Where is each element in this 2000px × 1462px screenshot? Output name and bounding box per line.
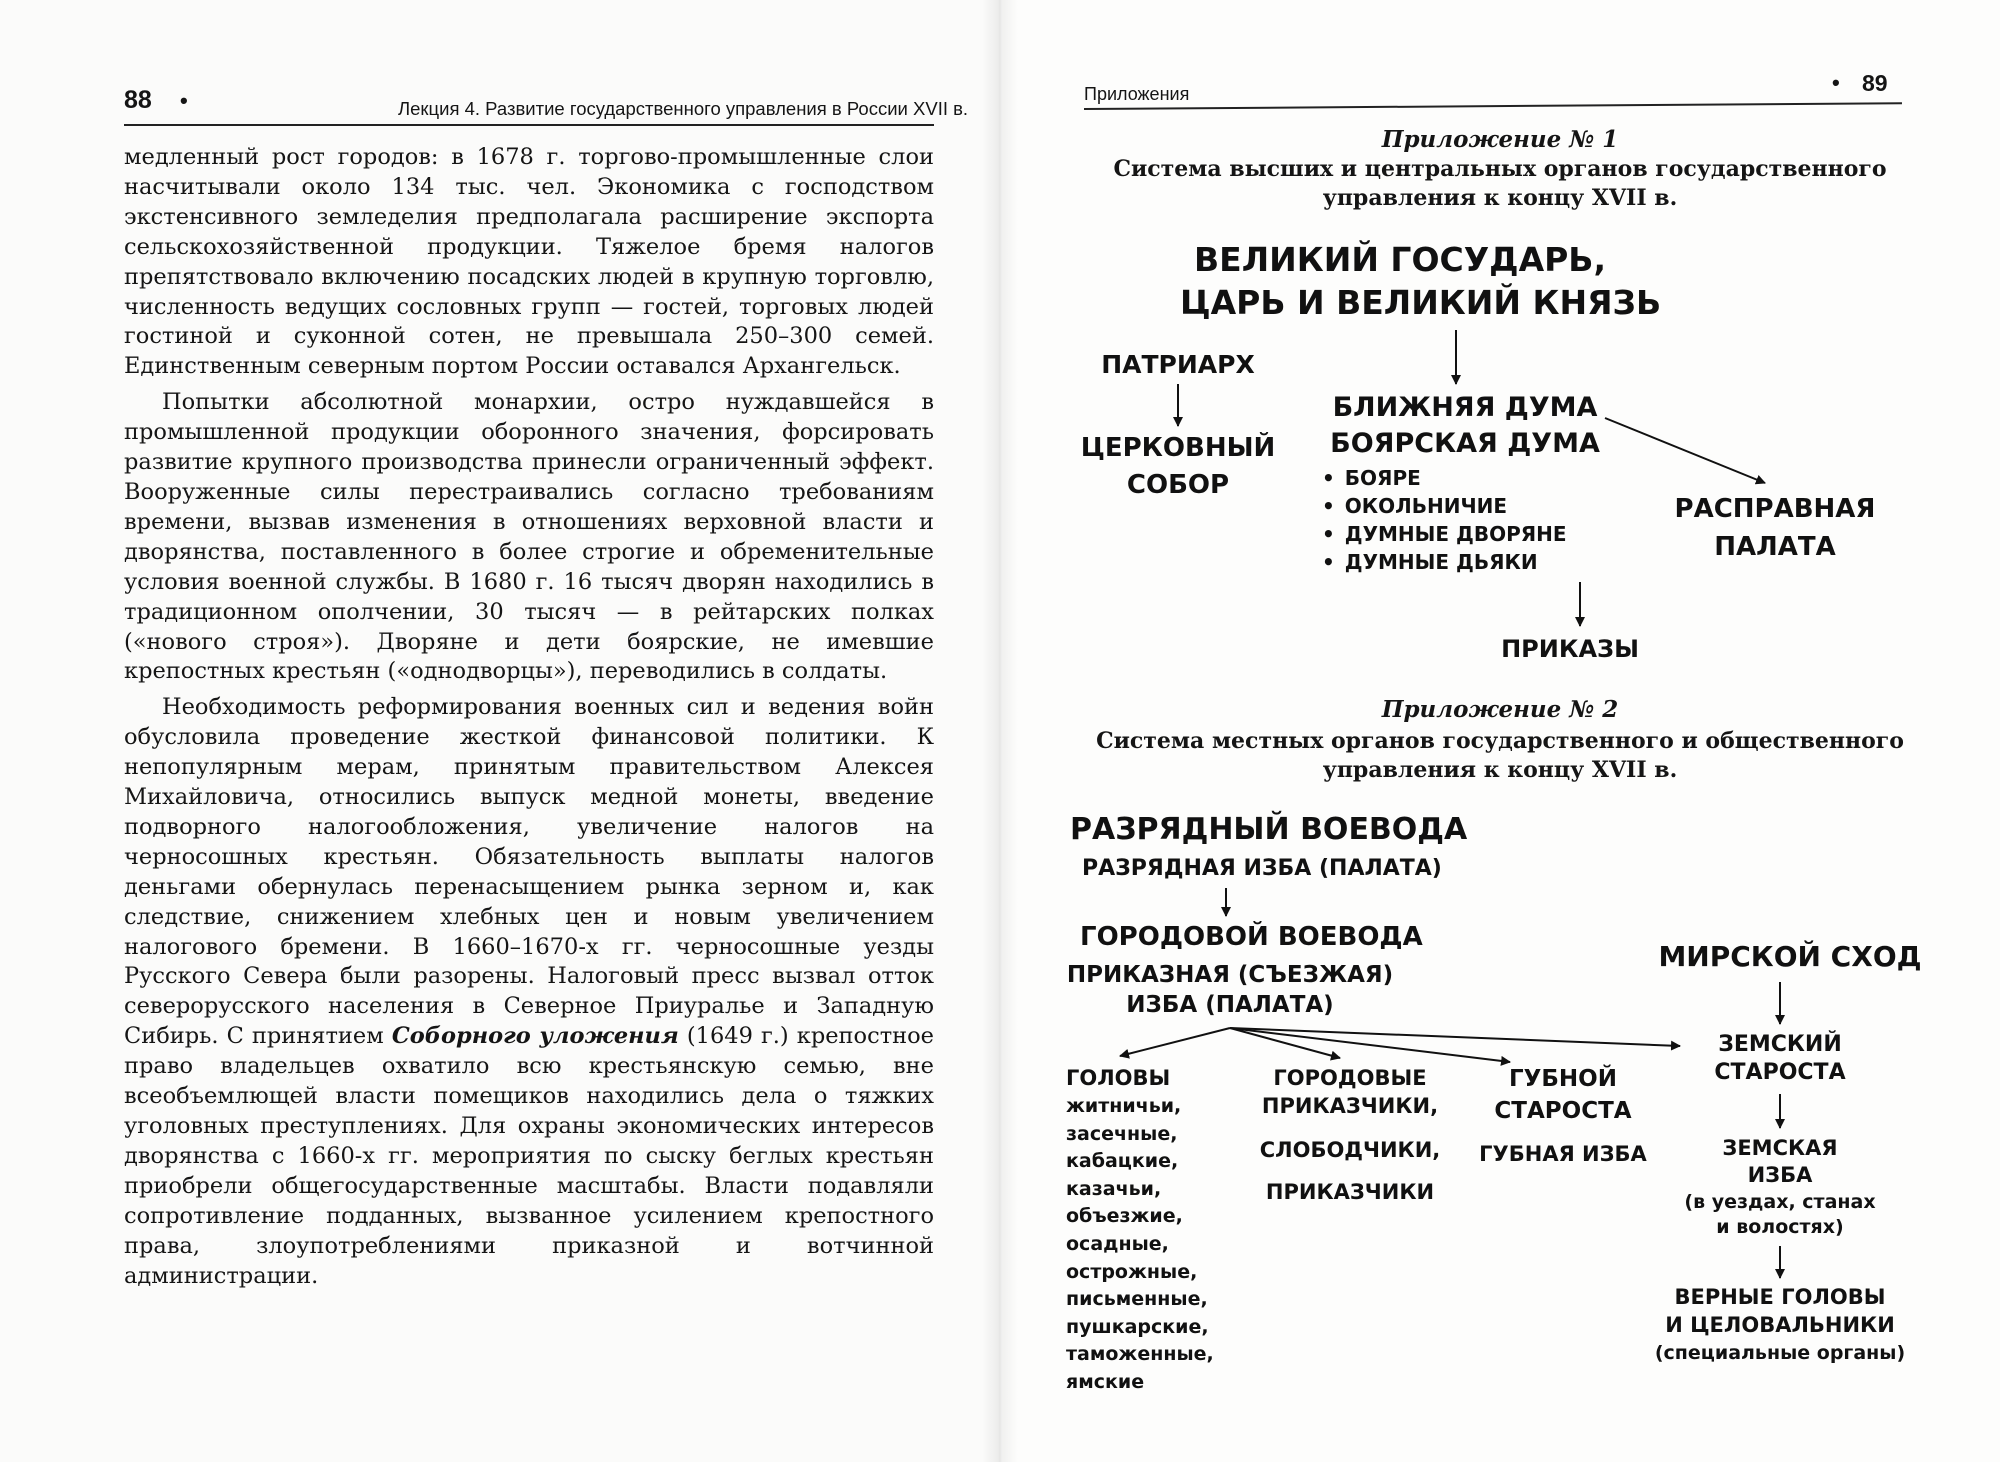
prikaz-izba-1: ПРИКАЗНАЯ (СЪЕЗЖАЯ) — [1066, 962, 1394, 988]
gubnaya-izba: ГУБНАЯ ИЗБА — [1479, 1142, 1647, 1166]
gorod-prikazchiki-1: ГОРОДОВЫЕ — [1273, 1066, 1427, 1090]
golovy-item: осадные, — [1066, 1233, 1169, 1255]
running-head-left: Лекция 4. Развитие государственного управления в России XVII в. — [398, 98, 969, 119]
arrow-to-golovy — [1120, 1028, 1230, 1056]
slobodchiki: СЛОБОДЧИКИ, — [1259, 1138, 1441, 1162]
golovy-title: ГОЛОВЫ — [1066, 1066, 1171, 1090]
golovy-item: кабацкие, — [1066, 1150, 1179, 1173]
appendix-2-subtitle-1: Система местных органов государственного и общественного — [1096, 728, 1904, 754]
prikazy: ПРИКАЗЫ — [1501, 635, 1639, 663]
zemskaya-izba-1: ЗЕМСКАЯ — [1722, 1136, 1838, 1160]
zemskaya-note-2: и волостях) — [1716, 1216, 1844, 1238]
rasprav-chamber-1: РАСПРАВНАЯ — [1674, 494, 1876, 524]
paragraph-3-part-b: (1649 г.) крепостное право владельцев охватило всю крестьянскую семью, вне всеобъемлющей власти помещиков находились дела о тяжких уголовных преступлениях. Для охраны экономических интересов дворянства с 1660-х гг. мероприятия по сыску беглых крестьян приобрели общегосударственные масштабы. Власти подавляли сопротивление подданных, вызванное усилением крепостного права, злоупотреблениями приказной и вотчинной администрации. — [124, 1023, 934, 1289]
golovy-item: казачьи, — [1066, 1177, 1162, 1200]
header-bullet: • — [180, 88, 188, 113]
vernye-golovy-2: И ЦЕЛОВАЛЬНИКИ — [1665, 1313, 1895, 1337]
duma-member: • ДУМНЫЕ ДВОРЯНЕ — [1322, 522, 1567, 546]
paragraph-3 — [124, 693, 934, 1291]
rasprav-chamber-2: ПАЛАТА — [1714, 532, 1836, 562]
gubnoy-starosta-2: СТАРОСТА — [1494, 1098, 1632, 1124]
razryad-voevoda: РАЗРЯДНЫЙ ВОЕВОДА — [1070, 812, 1468, 847]
boyar-duma: БОЯРСКАЯ ДУМА — [1330, 428, 1600, 459]
appendix-1-title: Приложение № 1 — [1381, 126, 1619, 153]
zemskaya-note-1: (в уездах, станах — [1684, 1191, 1876, 1213]
zemsky-starosta-1: ЗЕМСКИЙ — [1718, 1032, 1842, 1057]
tsar-title-1: ВЕЛИКИЙ ГОСУДАРЬ, — [1194, 240, 1606, 279]
arrow-to-gubnoy — [1230, 1028, 1510, 1062]
duma-member: • БОЯРЕ — [1322, 466, 1421, 490]
golovy-item: объезжие, — [1066, 1205, 1183, 1228]
duma-member: • ДУМНЫЕ ДЬЯКИ — [1322, 550, 1538, 574]
running-head-right: Приложения — [1084, 84, 1190, 104]
duma-member: • ОКОЛЬНИЧИЕ — [1322, 494, 1507, 518]
gorod-prikazchiki-2: ПРИКАЗЧИКИ, — [1261, 1094, 1439, 1118]
header-rule-right — [1084, 102, 1902, 110]
zemsky-starosta-2: СТАРОСТА — [1714, 1060, 1846, 1085]
page-number-right: 89 — [1862, 70, 1888, 96]
patriarch: ПАТРИАРХ — [1101, 350, 1255, 379]
book-gutter — [982, 0, 1018, 1462]
appendix-2-subtitle-2: управления к концу XVII в. — [1322, 757, 1678, 783]
church-council-1: ЦЕРКОВНЫЙ — [1080, 433, 1276, 463]
golovy-item: таможенные, — [1066, 1343, 1214, 1366]
tsar-title-2: ЦАРЬ И ВЕЛИКИЙ КНЯЗЬ — [1180, 283, 1662, 322]
paragraph-1: медленный рост городов: в 1678 г. торгово-промышленные слои насчитывали около 134 тыс. чел. Экономика с господством экстенсивного земледелия предполагала расширение экспорта сельскохозяйственной продукции. Тяжелое бремя налогов препятствовало включению посадских людей в крупную торговлю, численность ведущих сословных групп — гостей, торговых людей гостиной и суконной сотен, не превышала 250–300 семей. Единственным северным портом России оставался Архангельск. — [124, 144, 934, 380]
golovy-item: житничьи, — [1066, 1095, 1182, 1117]
prikazchiki: ПРИКАЗЧИКИ — [1265, 1180, 1435, 1204]
header-bullet-right: • — [1832, 70, 1840, 95]
paragraph-2: Попытки абсолютной монархии, остро нуждавшейся в промышленной продукции оборонного значения, форсировать развитие крупного производства принесли ограниченный эффект. Вооруженные силы перестраивались согласно требованиям времени, вызвав изменения в отношениях верховной власти и дворянства, поставленного в более строгие и обременительные условия военной службы. В 1680 г. 16 тысяч дворян находились в традиционном ополчении, 30 тысяч — в рейтарских полках («нового строя»). Дворяне и дети боярские, не имевшие крепостных крестьян («однодворцы»), переводились в солдаты. — [124, 389, 934, 685]
gorod-voevoda: ГОРОДОВОЙ ВОЕВОДА — [1080, 922, 1423, 952]
golovy-item: засечные, — [1066, 1122, 1178, 1145]
header-rule-left — [124, 124, 934, 126]
appendix-1-subtitle-2: управления к концу XVII в. — [1322, 185, 1678, 211]
body-text — [124, 143, 934, 1291]
mirskoy-skhod: МИРСКОЙ СХОД — [1658, 940, 1922, 973]
razryad-izba: РАЗРЯДНАЯ ИЗБА (ПАЛАТА) — [1082, 856, 1442, 881]
paragraph-3-part-a: Необходимость реформирования военных сил и ведения войн обусловила проведение жесткой финансовой политики. К непопулярным мерам, принятым правительством Алексея Михайловича, относились выпуск медной монеты, введение подворного налогообложения, увеличение налогов на черносошных крестьян. Обязательность выплаты налогов деньгами обернулась перенасыщением рынка зерном и, как следствие, снижением хлебных цен и новым увеличением налогового бремени. В 1660–1670-х гг. черносошные уезды Русского Севера были разорены. Налоговый пресс вызвал отток северорусского населения в Северное Приуралье и Западную Сибирь. С принятием — [124, 694, 934, 1050]
page-number-left: 88 — [124, 86, 152, 114]
emphasized-term: Соборного уложения — [391, 1023, 679, 1050]
arrow-to-zemsky — [1230, 1028, 1680, 1046]
appendix-1-subtitle-1: Система высших и центральных органов государственного — [1113, 156, 1887, 182]
arrow-to-prikazchiki — [1230, 1028, 1340, 1058]
prikaz-izba-2: ИЗБА (ПАЛАТА) — [1126, 992, 1334, 1018]
gubnoy-starosta-1: ГУБНОЙ — [1509, 1066, 1617, 1092]
vernye-golovy-1: ВЕРНЫЕ ГОЛОВЫ — [1674, 1285, 1886, 1309]
golovy-item: письменные, — [1066, 1288, 1208, 1311]
golovy-item: острожные, — [1066, 1260, 1198, 1283]
near-duma: БЛИЖНЯЯ ДУМА — [1332, 392, 1598, 423]
golovy-item: пушкарские, — [1066, 1315, 1209, 1338]
church-council-2: СОБОР — [1126, 470, 1230, 500]
zemskaya-izba-2: ИЗБА — [1747, 1163, 1813, 1187]
appendix-2-title: Приложение № 2 — [1381, 696, 1619, 723]
golovy-item: ямские — [1066, 1371, 1145, 1393]
vernye-note: (специальные органы) — [1654, 1342, 1906, 1364]
right-page — [1000, 0, 2000, 1462]
